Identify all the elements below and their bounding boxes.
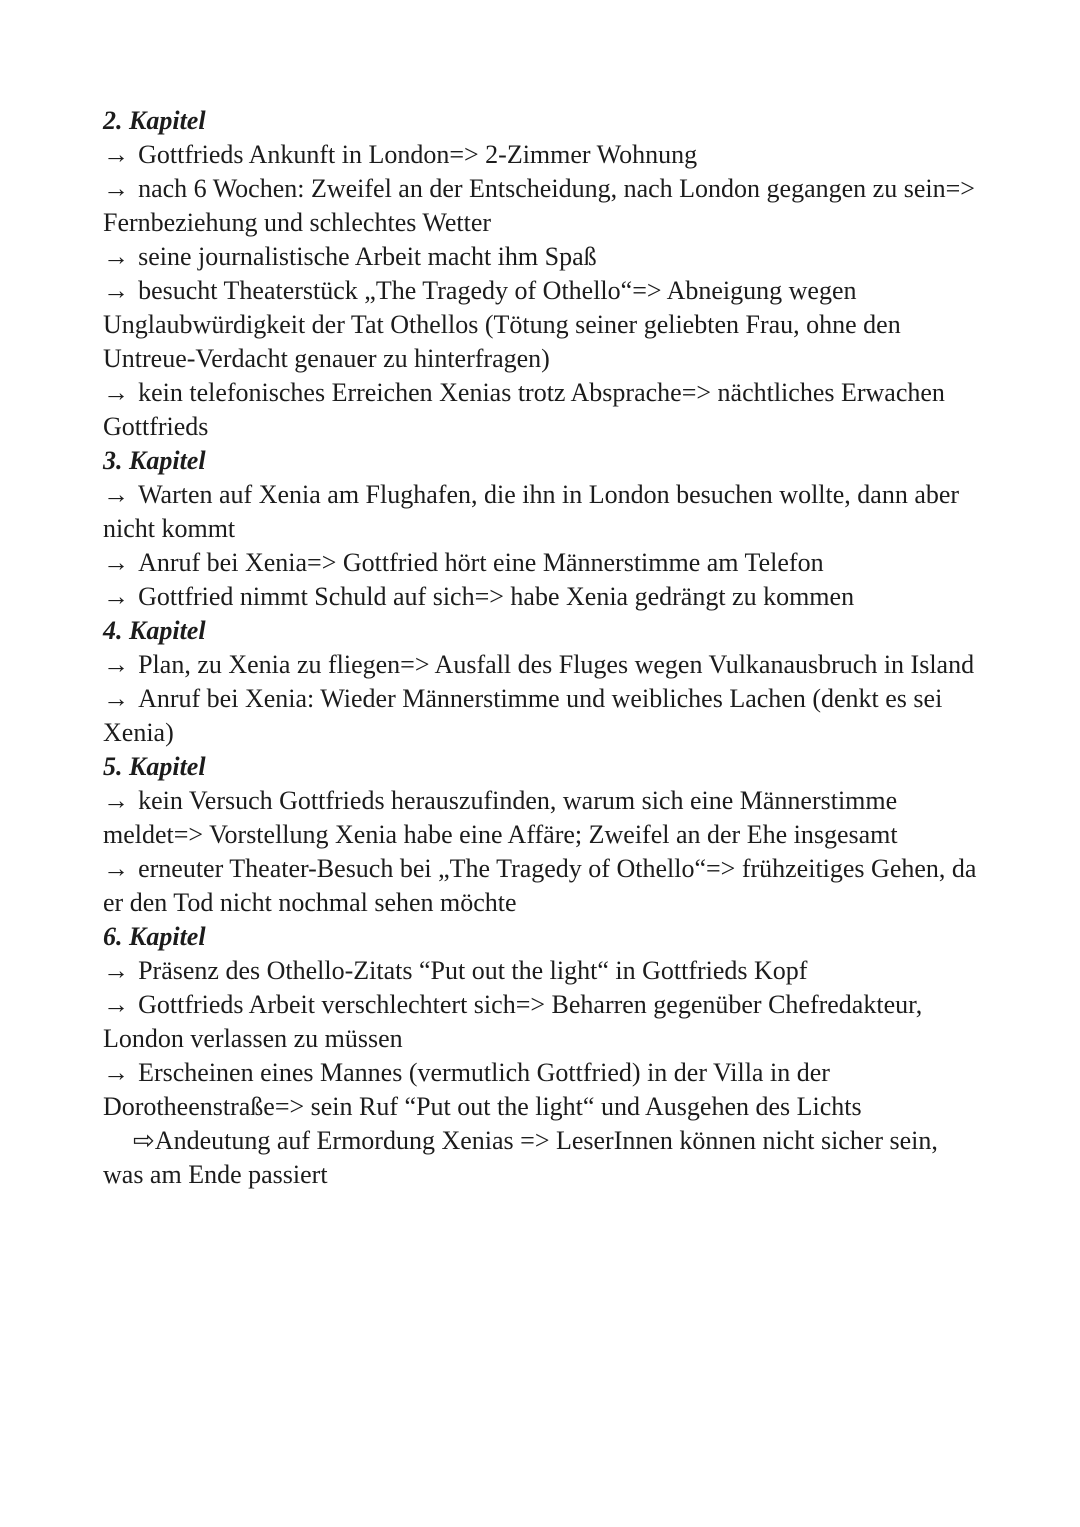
arrow-right-icon: → (103, 378, 129, 407)
note-item (103, 682, 981, 750)
arrow-right-icon: → (103, 174, 129, 203)
note-text: Andeutung auf Ermordung Xenias => LeserInnen können nicht sicher sein, was am Ende passiert (103, 1126, 938, 1189)
arrow-right-icon: → (103, 684, 129, 713)
note-text: Anruf bei Xenia=> Gottfried hört eine Männerstimme am Telefon (138, 548, 824, 577)
note-text: kein Versuch Gottfrieds herauszufinden, warum sich eine Männerstimme meldet=> Vorstellung Xenia habe eine Affäre; Zweifel an der Ehe insgesamt (103, 786, 898, 849)
note-text: Gottfrieds Ankunft in London=> 2-Zimmer Wohnung (138, 140, 698, 169)
note-text: Gottfrieds Arbeit verschlechtert sich=> Beharren gegenüber Chefredakteur, London verlassen zu müssen (103, 990, 923, 1053)
section-heading: 3. Kapitel (103, 446, 206, 475)
note-item (103, 172, 981, 240)
notes-content (103, 104, 981, 1192)
section-kapitel-5 (103, 750, 981, 920)
note-item (103, 138, 981, 172)
note-text: seine journalistische Arbeit macht ihm Spaß (138, 242, 597, 271)
arrow-right-icon: → (103, 242, 129, 271)
arrow-right-icon: → (103, 786, 129, 815)
arrow-right-icon: → (103, 854, 129, 883)
note-text: Erscheinen eines Mannes (vermutlich Gottfried) in der Villa in der Dorotheenstraße=> sein Ruf “Put out the light“ und Ausgehen des Lichts (103, 1058, 862, 1121)
note-item (103, 852, 981, 920)
section-heading: 4. Kapitel (103, 616, 206, 645)
note-item (103, 240, 981, 274)
arrow-right-icon: → (103, 140, 129, 169)
arrow-right-icon: → (103, 1058, 129, 1087)
arrow-right-icon: → (103, 582, 129, 611)
note-text: Gottfried nimmt Schuld auf sich=> habe Xenia gedrängt zu kommen (138, 582, 855, 611)
arrow-right-icon: → (103, 548, 129, 577)
section-kapitel-4 (103, 614, 981, 750)
arrow-right-icon: → (103, 956, 129, 985)
note-item (103, 478, 981, 546)
note-text: Plan, zu Xenia zu fliegen=> Ausfall des Fluges wegen Vulkanausbruch in Island (138, 650, 975, 679)
section-heading: 2. Kapitel (103, 106, 206, 135)
arrow-right-icon: → (103, 480, 129, 509)
note-text: erneuter Theater-Besuch bei „The Tragedy of Othello“=> frühzeitiges Gehen, da er den Tod nicht nochmal sehen möchte (103, 854, 977, 917)
note-text: kein telefonisches Erreichen Xenias trotz Absprache=> nächtliches Erwachen Gottfrieds (103, 378, 945, 441)
note-item (103, 954, 981, 988)
note-text: besucht Theaterstück „The Tragedy of Othello“=> Abneigung wegen Unglaubwürdigkeit der Tat Othellos (Tötung seiner geliebten Frau, ohne den Untreue-Verdacht genauer zu hinterfragen) (103, 276, 901, 373)
section-heading: 5. Kapitel (103, 752, 206, 781)
note-item (103, 648, 981, 682)
note-item (103, 580, 981, 614)
arrow-right-icon: → (103, 276, 129, 305)
note-text: Warten auf Xenia am Flughafen, die ihn in London besuchen wollte, dann aber nicht kommt (103, 480, 960, 543)
note-item (103, 988, 981, 1056)
note-text: Präsenz des Othello-Zitats “Put out the light“ in Gottfrieds Kopf (138, 956, 808, 985)
note-text: Anruf bei Xenia: Wieder Männerstimme und weibliches Lachen (denkt es sei Xenia) (103, 684, 943, 747)
note-item (103, 784, 981, 852)
section-kapitel-6 (103, 920, 981, 1192)
note-item (103, 1056, 981, 1124)
arrow-right-icon: → (103, 990, 129, 1019)
section-kapitel-2 (103, 104, 981, 444)
arrow-right-icon: → (103, 650, 129, 679)
note-item (103, 274, 981, 376)
note-text: nach 6 Wochen: Zweifel an der Entscheidung, nach London gegangen zu sein=> Fernbeziehung und schlechtes Wetter (103, 174, 975, 237)
note-item-conclusion (103, 1124, 981, 1192)
note-item (103, 546, 981, 580)
section-heading: 6. Kapitel (103, 922, 206, 951)
section-kapitel-3 (103, 444, 981, 614)
arrow-hollow-right-icon: ⇨ (133, 1126, 155, 1155)
note-item (103, 376, 981, 444)
